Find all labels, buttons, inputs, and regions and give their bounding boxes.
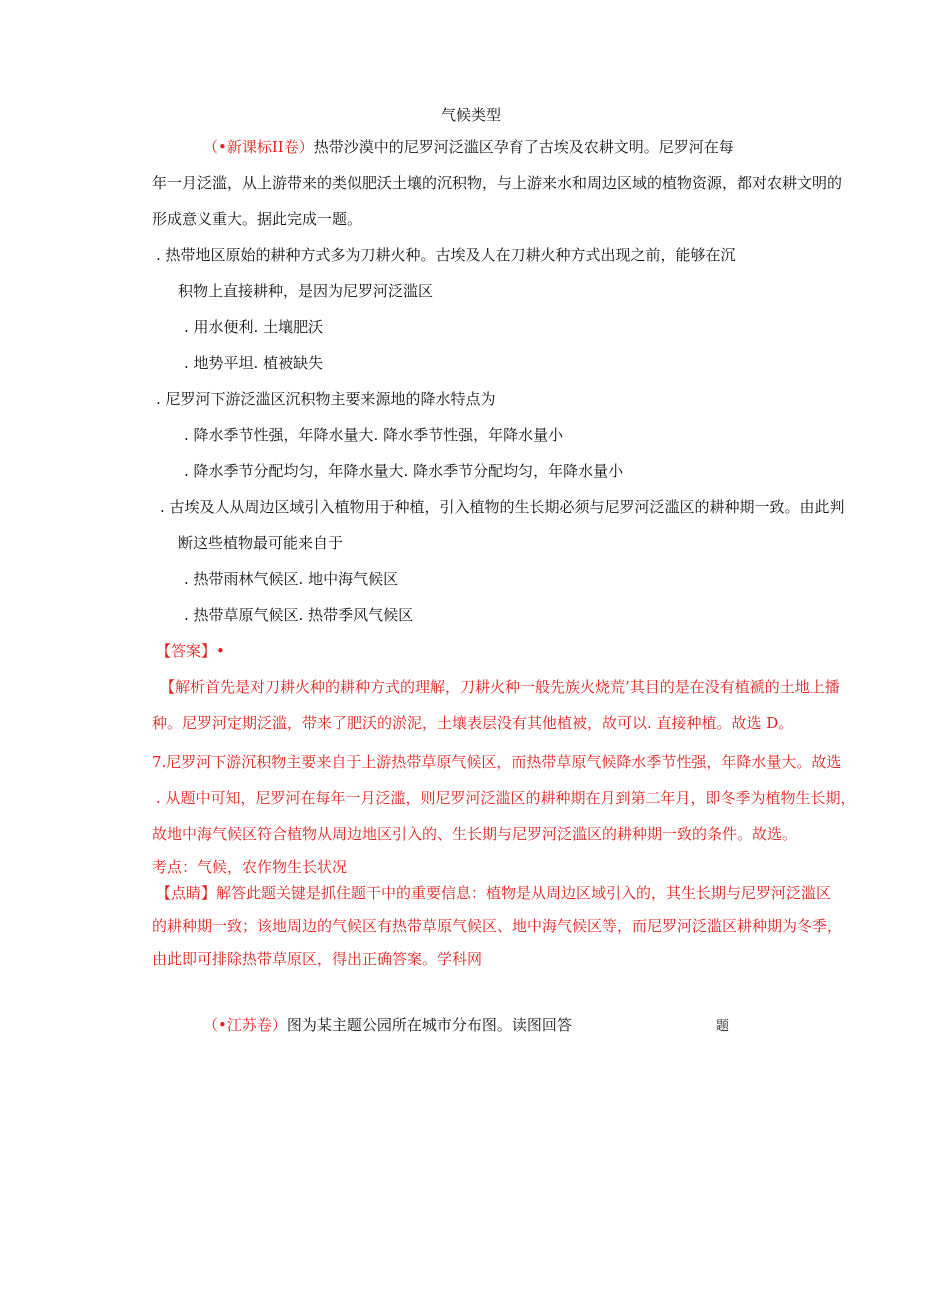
question-2-intro: [203, 1015, 572, 1035]
kaodian-line: 考点：气候，农作物生长状况: [152, 858, 348, 876]
dianjing-line-3: 由此即可排除热带草原区，得出正确答案。学科网: [152, 950, 483, 968]
sub-question-3-options-cd: . 热带草原气候区. 热带季风气候区: [184, 606, 414, 624]
sub-question-1-options-ab: . 用水便利. 土壤肥沃: [184, 318, 324, 336]
analysis-line-5: 故地中海气候区符合植物从周边地区引入的、生长期与尼罗河泛滥区的耕种期一致的条件。故选。: [152, 825, 798, 843]
dianjing-line-1: 【点睛】解答此题关键是抓住题干中的重要信息：植物是从周边区域引入的，其生长期与尼罗河泛滥区: [156, 884, 832, 902]
answer-label: 【答案】•: [156, 642, 225, 660]
question-2-intro-text: 图为某主题公园所在城市分布图。读图回答: [286, 1016, 572, 1034]
question-1-intro-line-3: 形成意义重大。据此完成一题。: [152, 210, 363, 228]
sub-question-2-options-cd: . 降水季节分配均匀，年降水量大. 降水季节分配均匀，年降水量小: [184, 462, 624, 480]
question-2-source: （•江苏卷）: [203, 1016, 287, 1034]
sub-question-3-stem: . 古埃及人从周边区域引入植物用于种植，引入植物的生长期必须与尼罗河泛滥区的耕种期一致。由此判: [160, 498, 845, 516]
dianjing-line-2: 的耕种期一致；该地周边的气候区有热带草原气候区、地中海气候区等，而尼罗河泛滥区耕种期为冬季，: [152, 917, 843, 935]
question-2-stray-char: 题: [716, 1019, 730, 1034]
page-title: 气候类型: [441, 106, 502, 124]
sub-question-3-stem-cont: 断这些植物最可能来自于: [178, 534, 344, 552]
question-1-intro-line-1: [203, 137, 734, 157]
analysis-line-2: 种。尼罗河定期泛滥，带来了肥沃的淤泥，土壤表层没有其他植被，故可以. 直接种植。故选 D。: [152, 714, 794, 732]
question-1-source: （•新课标II卷）: [203, 138, 314, 156]
sub-question-1-options-cd: . 地势平坦. 植被缺失: [184, 354, 324, 372]
sub-question-3-options-ab: . 热带雨林气候区. 地中海气候区: [184, 570, 399, 588]
sub-question-1-stem: . 热带地区原始的耕种方式多为刀耕火种。古埃及人在刀耕火种方式出现之前，能够在沉: [156, 246, 736, 264]
question-1-intro-text: 热带沙漠中的尼罗河泛滥区孕育了古埃及农耕文明。尼罗河在每: [313, 138, 734, 156]
sub-question-2-stem: . 尼罗河下游泛滥区沉积物主要来源地的降水特点为: [156, 390, 496, 408]
analysis-line-3: 7.尼罗河下游沉积物主要来自于上游热带草原气候区，而热带草原气候降水季节性强，年降水量大。故选: [152, 753, 842, 771]
sub-question-1-stem-cont: 积物上直接耕种，是因为尼罗河泛滥区: [178, 282, 434, 300]
analysis-line-4: . 从题中可知，尼罗河在每年一月泛滥，则尼罗河泛滥区的耕种期在月到第二年月，即冬季为植物生长期，: [156, 789, 856, 807]
analysis-line-1: 【解析首先是对刀耕火种的耕种方式的理解，刀耕火种一般先族火烧荒’其目的是在没有植褫的土地上播: [160, 678, 840, 696]
sub-question-2-options-ab: . 降水季节性强，年降水量大. 降水季节性强，年降水量小: [184, 426, 564, 444]
question-1-intro-line-2: 年一月泛滥，从上游带来的类似肥沃土壤的沉积物，与上游来水和周边区域的植物资源，都对农耕文明的: [152, 174, 843, 192]
